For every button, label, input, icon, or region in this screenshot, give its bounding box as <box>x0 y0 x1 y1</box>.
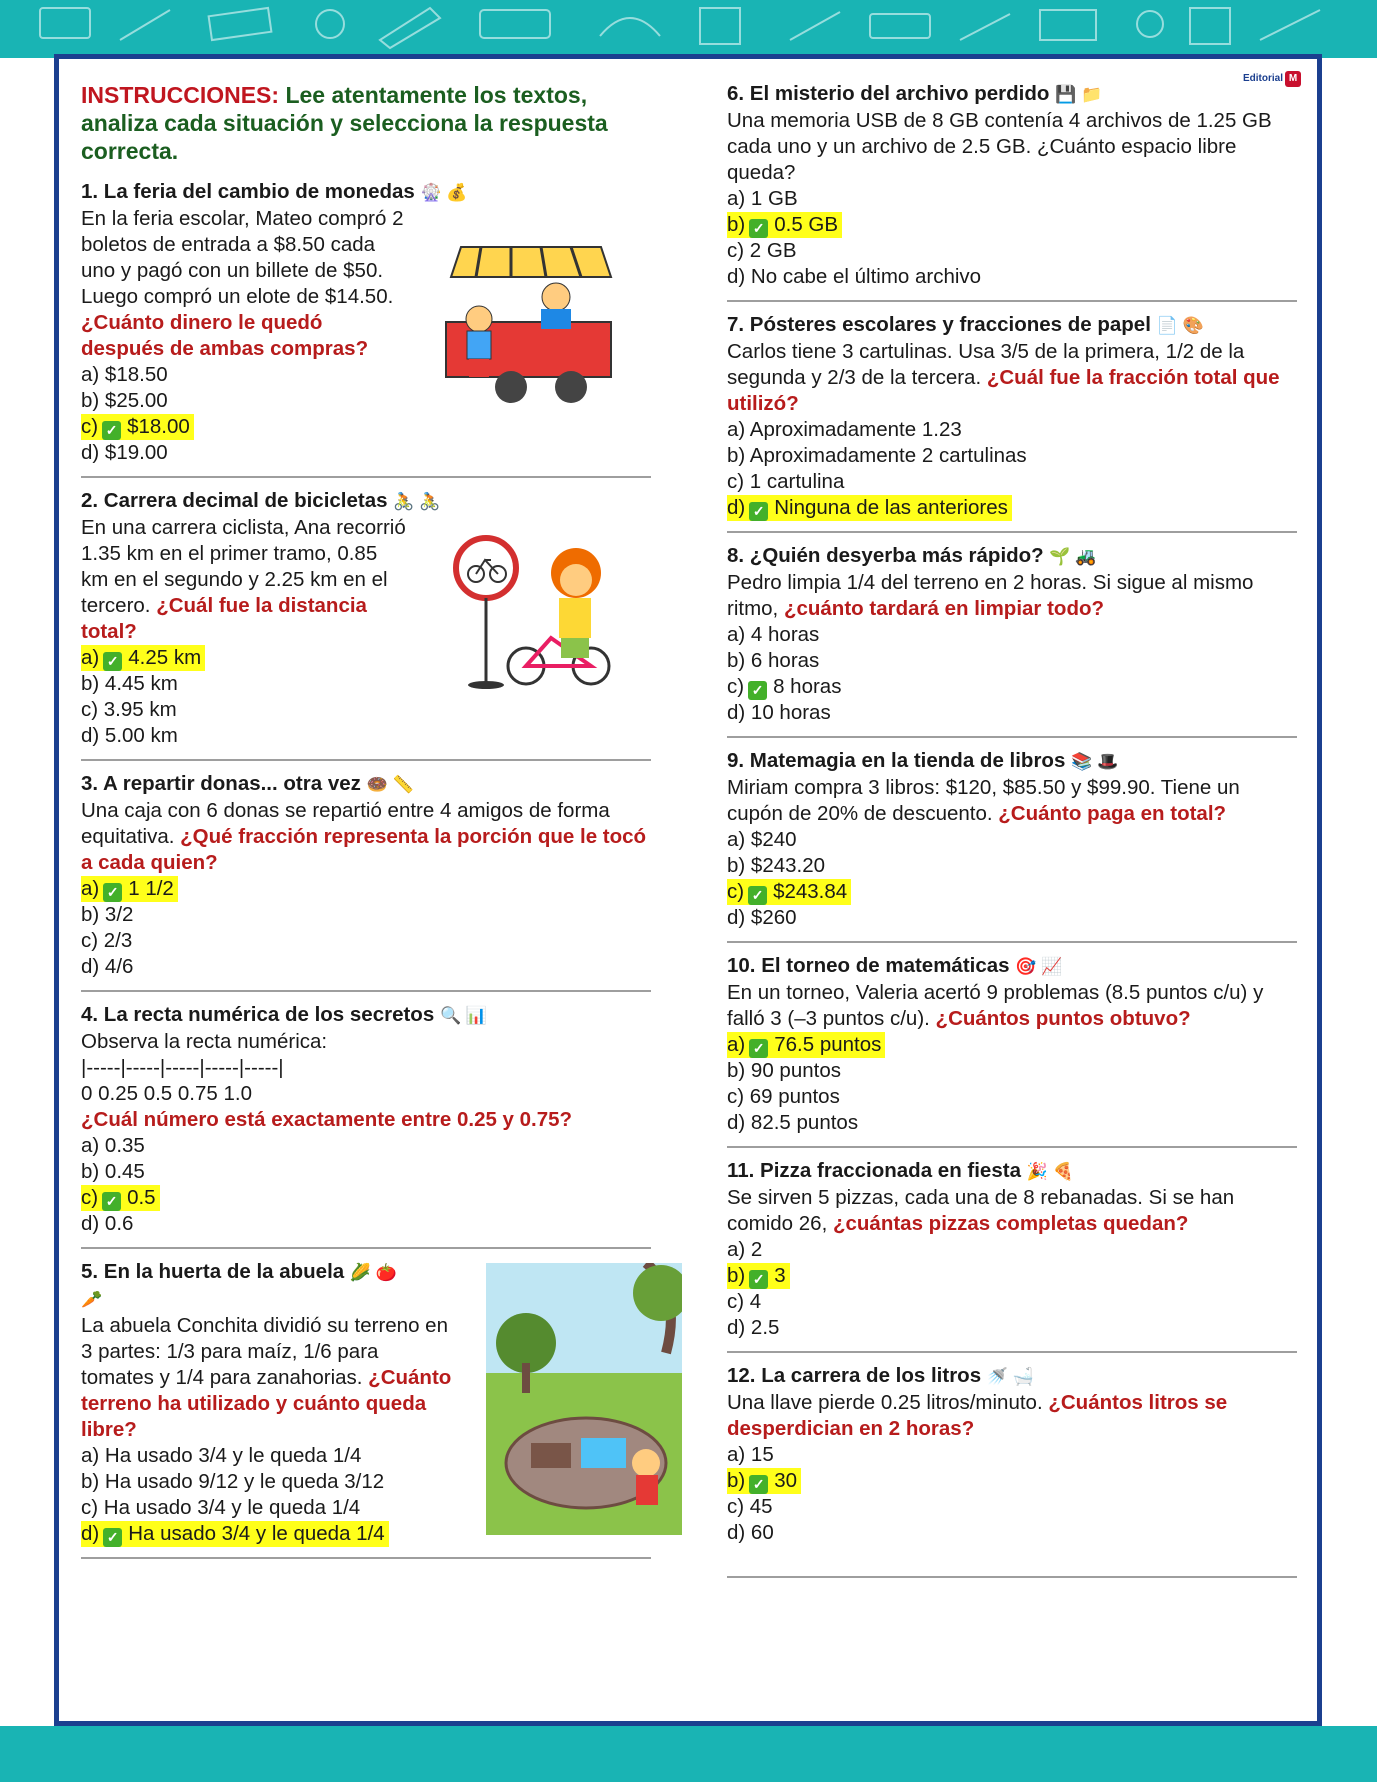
number-line-labels: 0 0.25 0.5 0.75 1.0 <box>81 1082 252 1105</box>
option-d[interactable]: d) 5.00 km <box>81 724 178 747</box>
question-text: En la feria escolar, Mateo compró 2 boletos de entrada a $8.50 cada uno y pagó con un billete de $50. Luego compró un elote de $14.50. ¿Cuánto dinero le quedó después de ambas compras? <box>81 207 404 360</box>
option-b[interactable]: b) 6 horas <box>727 649 820 672</box>
bottom-band <box>0 1726 1377 1782</box>
option-d-correct[interactable]: d) ✓ Ha usado 3/4 y le queda 1/4 <box>81 1521 389 1547</box>
option-d[interactable]: d) No cabe el último archivo <box>727 265 982 288</box>
question-3 <box>81 771 651 980</box>
option-b-correct[interactable]: b) ✓ 0.5 GB <box>727 212 842 238</box>
question-text: Carlos tiene 3 cartulinas. Usa 3/5 de la primera, 1/2 de la segunda y 2/3 de la tercera. ¿Cuál fue la fracción total que utilizó? <box>727 340 1280 415</box>
option-a[interactable]: a) 2 <box>727 1238 763 1261</box>
option-d[interactable]: d) 82.5 puntos <box>727 1111 859 1134</box>
option-d[interactable]: d) 2.5 <box>727 1316 780 1339</box>
option-c-correct[interactable]: c) ✓ $243.84 <box>727 879 851 905</box>
option-d[interactable]: d) $19.00 <box>81 441 168 464</box>
question-4 <box>81 1002 651 1237</box>
question-title: 1. La feria del cambio de monedas 🎡 💰 <box>81 180 468 203</box>
question-text: Una memoria USB de 8 GB contenía 4 archivos de 1.25 GB cada uno y un archivo de 2.5 GB. ¿Cuánto espacio libre queda? <box>727 109 1272 184</box>
question-prompt: ¿Cuál número está exactamente entre 0.25 y 0.75? <box>81 1108 573 1131</box>
option-a-correct[interactable]: a) ✓ 76.5 puntos <box>727 1032 885 1058</box>
question-text: La abuela Conchita dividió su terreno en 3 partes: 1/3 para maíz, 1/6 para tomates y 1/4 para zanahorias. ¿Cuánto terreno ha utilizado y cuánto queda libre? <box>81 1314 452 1441</box>
option-b[interactable]: b) Ha usado 9/12 y le queda 3/12 <box>81 1470 385 1493</box>
option-c[interactable]: c) 2/3 <box>81 929 133 952</box>
question-title: 2. Carrera decimal de bicicletas 🚴 🚴 <box>81 489 441 512</box>
question-text: Observa la recta numérica: <box>81 1030 328 1053</box>
option-d[interactable]: d) 4/6 <box>81 955 134 978</box>
check-icon: ✓ <box>749 502 768 521</box>
option-c-correct[interactable]: c) ✓ 8 horas <box>727 675 842 698</box>
option-b-correct[interactable]: b) ✓ 3 <box>727 1263 790 1289</box>
option-a[interactable]: a) $240 <box>727 828 797 851</box>
number-line: |-----|-----|-----|-----|-----| <box>81 1056 284 1079</box>
option-b[interactable]: b) $243.20 <box>727 854 826 877</box>
divider <box>81 990 651 992</box>
question-title: 6. El misterio del archivo perdido 💾 📁 <box>727 82 1103 105</box>
left-column <box>81 81 651 1569</box>
option-c[interactable]: c) 1 cartulina <box>727 470 845 493</box>
question-title: 8. ¿Quién desyerba más rápido? 🌱 🚜 <box>727 544 1097 567</box>
option-a[interactable]: a) Ha usado 3/4 y le queda 1/4 <box>81 1444 362 1467</box>
option-b[interactable]: b) $25.00 <box>81 389 168 412</box>
option-d-correct[interactable]: d) ✓ Ninguna de las anteriores <box>727 495 1012 521</box>
right-column <box>727 81 1297 1588</box>
divider <box>81 759 651 761</box>
check-icon: ✓ <box>749 1475 768 1494</box>
question-title: 4. La recta numérica de los secretos 🔍 📊 <box>81 1003 487 1026</box>
option-a-correct[interactable]: a) ✓ 4.25 km <box>81 645 205 671</box>
question-title: 3. A repartir donas... otra vez 🍩 📏 <box>81 772 414 795</box>
question-title: 5. En la huerta de la abuela 🌽 🍅 🥕 <box>81 1260 397 1309</box>
check-icon: ✓ <box>102 421 121 440</box>
question-text: En una carrera ciclista, Ana recorrió 1.35 km en el primer tramo, 0.85 km en el segundo y 2.25 km en el tercero. ¿Cuál fue la distancia total? <box>81 516 406 643</box>
divider <box>727 941 1297 943</box>
option-b[interactable]: b) 0.45 <box>81 1160 145 1183</box>
divider <box>81 1247 651 1249</box>
divider <box>727 1576 1297 1578</box>
option-a[interactable]: a) Aproximadamente 1.23 <box>727 418 962 441</box>
question-text: En un torneo, Valeria acertó 9 problemas (8.5 puntos c/u) y falló 3 (–3 puntos c/u). ¿Cuántos puntos obtuvo? <box>727 981 1264 1030</box>
divider <box>81 1557 651 1559</box>
question-title: 10. El torneo de matemáticas 🎯 📈 <box>727 954 1063 977</box>
worksheet-frame <box>54 54 1322 1726</box>
divider <box>727 736 1297 738</box>
option-a-correct[interactable]: a) ✓ 1 1/2 <box>81 876 178 902</box>
divider <box>727 1351 1297 1353</box>
question-title: 9. Matemagia en la tienda de libros 📚 🎩 <box>727 749 1119 772</box>
question-9 <box>727 748 1297 931</box>
check-icon: ✓ <box>103 1528 122 1547</box>
question-12 <box>727 1363 1297 1546</box>
divider <box>727 300 1297 302</box>
check-icon: ✓ <box>102 1192 121 1211</box>
question-7 <box>727 312 1297 521</box>
divider <box>727 1146 1297 1148</box>
option-b[interactable]: b) 3/2 <box>81 903 134 926</box>
question-title: 11. Pizza fraccionada en fiesta 🎉 🍕 <box>727 1159 1074 1182</box>
question-text: Una llave pierde 0.25 litros/minuto. ¿Cuántos litros se desperdician en 2 horas? <box>727 1391 1228 1440</box>
divider <box>81 476 651 478</box>
question-5 <box>81 1259 651 1547</box>
question-6 <box>727 81 1297 290</box>
option-c-correct[interactable]: c) ✓ 0.5 <box>81 1185 160 1211</box>
check-icon: ✓ <box>103 883 122 902</box>
bicycle-sign-illustration <box>451 528 631 698</box>
check-icon: ✓ <box>749 1270 768 1289</box>
option-b[interactable]: b) 4.45 km <box>81 672 178 695</box>
question-2 <box>81 488 651 749</box>
question-text: Pedro limpia 1/4 del terreno en 2 horas. Si sigue al mismo ritmo, ¿cuánto tardará en limpiar todo? <box>727 571 1254 620</box>
option-a[interactable]: a) 4 horas <box>727 623 820 646</box>
option-d[interactable]: d) 0.6 <box>81 1212 134 1235</box>
editorial-logo: Editorial M <box>1243 71 1301 87</box>
option-b[interactable]: b) 90 puntos <box>727 1059 841 1082</box>
option-c[interactable]: c) 2 GB <box>727 239 797 262</box>
option-a[interactable]: a) 1 GB <box>727 187 798 210</box>
school-supplies-pattern <box>0 0 1377 58</box>
garden-illustration <box>486 1263 682 1535</box>
option-c-correct[interactable]: c) ✓ $18.00 <box>81 414 194 440</box>
question-1 <box>81 179 651 466</box>
question-title: 12. La carrera de los litros 🚿 🛁 <box>727 1364 1034 1387</box>
option-a[interactable]: a) 15 <box>727 1443 774 1466</box>
question-10 <box>727 953 1297 1136</box>
option-d[interactable]: d) 60 <box>727 1521 774 1544</box>
option-c[interactable]: c) 45 <box>727 1495 773 1518</box>
check-icon: ✓ <box>103 652 122 671</box>
option-a[interactable]: a) 0.35 <box>81 1134 145 1157</box>
question-8 <box>727 543 1297 726</box>
question-11 <box>727 1158 1297 1341</box>
check-icon: ✓ <box>749 219 768 238</box>
option-b[interactable]: b) Aproximadamente 2 cartulinas <box>727 444 1027 467</box>
check-icon: ✓ <box>748 886 767 905</box>
option-d[interactable]: d) $260 <box>727 906 797 929</box>
question-title: 7. Pósteres escolares y fracciones de papel 📄 🎨 <box>727 313 1204 336</box>
question-text: Se sirven 5 pizzas, cada una de 8 rebanadas. Si se han comido 26, ¿cuántas pizzas completas quedan? <box>727 1186 1235 1235</box>
option-a[interactable]: a) $18.50 <box>81 363 168 386</box>
option-c[interactable]: c) 69 puntos <box>727 1085 840 1108</box>
option-b-correct[interactable]: b) ✓ 30 <box>727 1468 801 1494</box>
option-c[interactable]: c) Ha usado 3/4 y le queda 1/4 <box>81 1496 361 1519</box>
divider <box>727 531 1297 533</box>
option-c[interactable]: c) 4 <box>727 1290 762 1313</box>
top-banner <box>0 0 1377 58</box>
food-stand-illustration <box>441 227 621 407</box>
option-d[interactable]: d) 10 horas <box>727 701 831 724</box>
instructions: INSTRUCCIONES: Lee atentamente los textos, analiza cada situación y selecciona la respuesta correcta. <box>81 82 608 164</box>
check-icon: ✓ <box>749 1039 768 1058</box>
option-c[interactable]: c) 3.95 km <box>81 698 177 721</box>
check-icon: ✓ <box>748 681 767 700</box>
question-text: Una caja con 6 donas se repartió entre 4 amigos de forma equitativa. ¿Qué fracción representa la porción que le tocó a cada quien? <box>81 799 647 874</box>
question-text: Miriam compra 3 libros: $120, $85.50 y $99.90. Tiene un cupón de 20% de descuento. ¿Cuánto paga en total? <box>727 776 1240 825</box>
